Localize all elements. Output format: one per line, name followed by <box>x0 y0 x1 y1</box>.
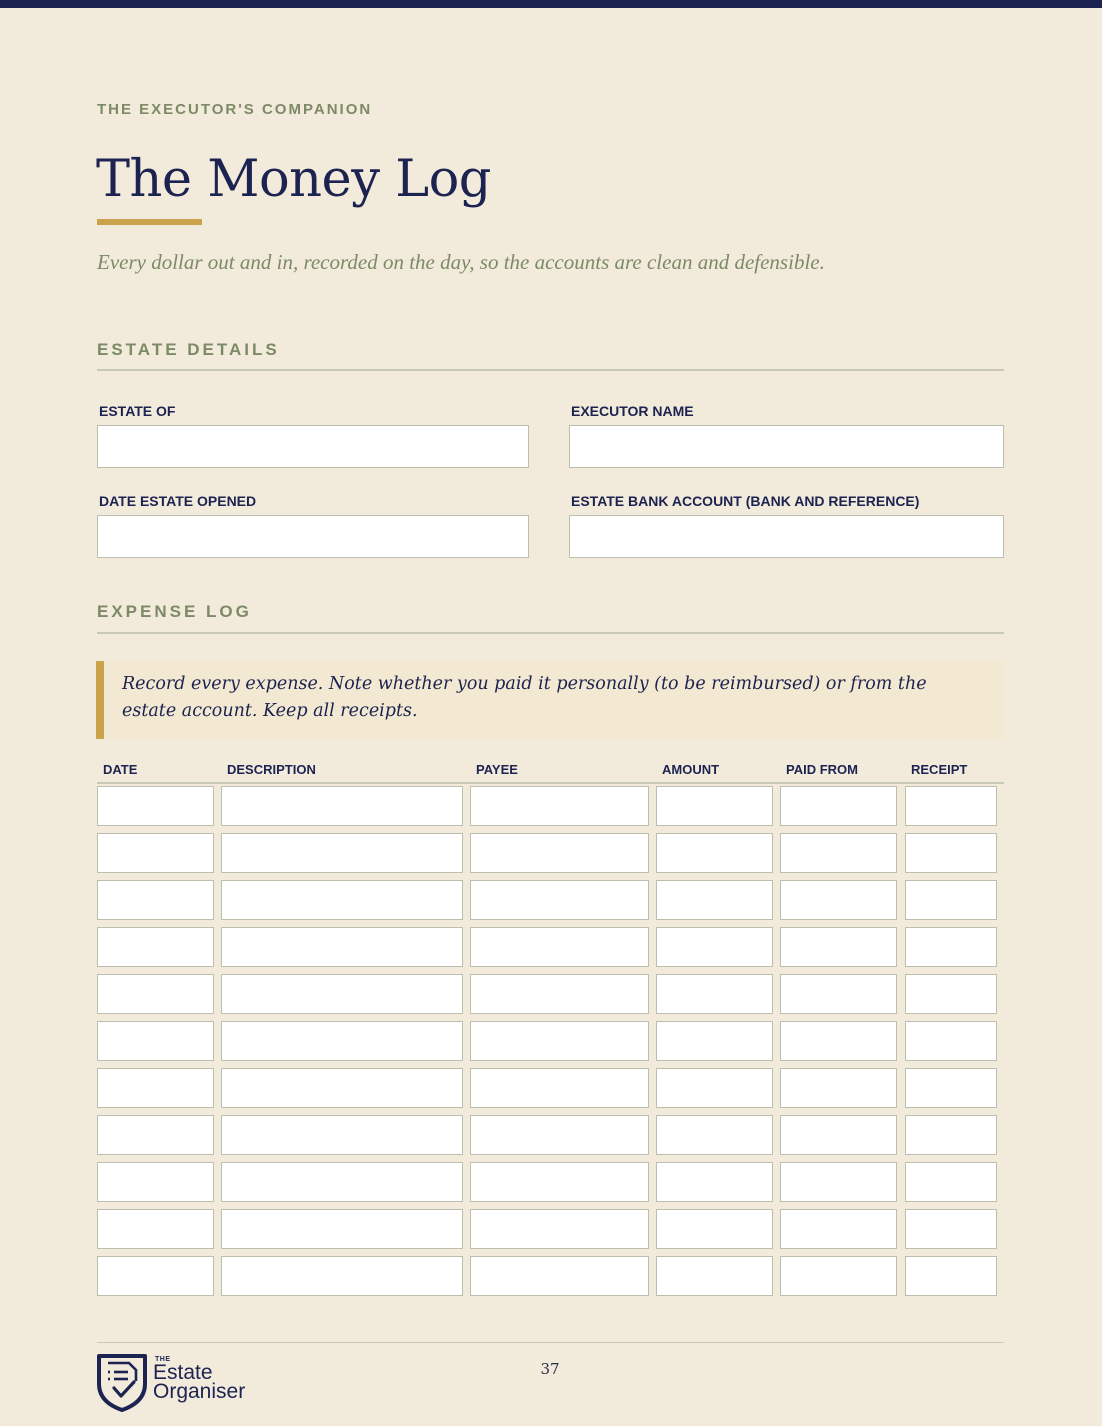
receipt-cell[interactable] <box>905 1115 997 1155</box>
receipt-cell[interactable] <box>905 927 997 967</box>
paid-from-cell[interactable] <box>780 1115 897 1155</box>
date-cell[interactable] <box>97 1021 214 1061</box>
payee-cell[interactable] <box>470 1209 649 1249</box>
shield-icon <box>96 1352 156 1414</box>
table-row <box>0 1162 1102 1202</box>
receipt-cell[interactable] <box>905 786 997 826</box>
payee-cell[interactable] <box>470 833 649 873</box>
description-cell[interactable] <box>221 880 463 920</box>
receipt-cell[interactable] <box>905 1162 997 1202</box>
section-heading-estate-details: ESTATE DETAILS <box>97 340 280 359</box>
date-estate-opened-field[interactable] <box>97 515 529 558</box>
logo-word-organiser: Organiser <box>153 1380 246 1403</box>
date-cell[interactable] <box>97 1256 214 1296</box>
amount-cell[interactable] <box>656 786 773 826</box>
amount-cell[interactable] <box>656 1162 773 1202</box>
table-row <box>0 1209 1102 1249</box>
table-row <box>0 1115 1102 1155</box>
amount-cell[interactable] <box>656 1115 773 1155</box>
page-title: The Money Log <box>96 150 491 209</box>
field-label-date-estate-opened: DATE ESTATE OPENED <box>99 493 257 509</box>
column-header-amount: AMOUNT <box>662 762 720 777</box>
table-header-divider <box>97 782 1004 784</box>
section-heading-expense-log: EXPENSE LOG <box>97 602 252 621</box>
field-label-estate-bank-account: ESTATE BANK ACCOUNT (BANK AND REFERENCE) <box>571 493 920 509</box>
date-cell[interactable] <box>97 974 214 1014</box>
paid-from-cell[interactable] <box>780 880 897 920</box>
payee-cell[interactable] <box>470 1021 649 1061</box>
section-divider <box>97 632 1004 634</box>
estate-bank-account-field[interactable] <box>569 515 1004 558</box>
amount-cell[interactable] <box>656 974 773 1014</box>
paid-from-cell[interactable] <box>780 1256 897 1296</box>
date-cell[interactable] <box>97 1162 214 1202</box>
payee-cell[interactable] <box>470 1115 649 1155</box>
estate-of-field[interactable] <box>97 425 529 468</box>
logo-word-estate: Estate <box>153 1361 213 1384</box>
field-label-executor-name: EXECUTOR NAME <box>571 403 694 419</box>
description-cell[interactable] <box>221 833 463 873</box>
payee-cell[interactable] <box>470 1256 649 1296</box>
table-row <box>0 833 1102 873</box>
column-header-receipt: RECEIPT <box>911 762 968 777</box>
column-header-description: DESCRIPTION <box>227 762 316 777</box>
receipt-cell[interactable] <box>905 1256 997 1296</box>
logo-the: THE <box>155 1356 171 1363</box>
paid-from-cell[interactable] <box>780 1162 897 1202</box>
date-cell[interactable] <box>97 927 214 967</box>
description-cell[interactable] <box>221 786 463 826</box>
table-row <box>0 974 1102 1014</box>
receipt-cell[interactable] <box>905 880 997 920</box>
instruction-text: Record every expense. Note whether you paid it personally (to be reimbursed) or from the estate account. Keep all receipts. <box>122 674 927 721</box>
section-divider <box>97 369 1004 371</box>
payee-cell[interactable] <box>470 974 649 1014</box>
receipt-cell[interactable] <box>905 1021 997 1061</box>
amount-cell[interactable] <box>656 1256 773 1296</box>
paid-from-cell[interactable] <box>780 833 897 873</box>
table-row <box>0 1021 1102 1061</box>
table-row <box>0 880 1102 920</box>
description-cell[interactable] <box>221 974 463 1014</box>
date-cell[interactable] <box>97 1068 214 1108</box>
amount-cell[interactable] <box>656 1068 773 1108</box>
amount-cell[interactable] <box>656 880 773 920</box>
column-header-date: DATE <box>103 762 138 777</box>
payee-cell[interactable] <box>470 880 649 920</box>
footer-divider <box>97 1342 1004 1343</box>
title-underline <box>97 219 202 225</box>
paid-from-cell[interactable] <box>780 1209 897 1249</box>
amount-cell[interactable] <box>656 1021 773 1061</box>
amount-cell[interactable] <box>656 833 773 873</box>
date-cell[interactable] <box>97 786 214 826</box>
description-cell[interactable] <box>221 1256 463 1296</box>
receipt-cell[interactable] <box>905 974 997 1014</box>
estate-organiser-logo <box>96 1352 266 1414</box>
page-number: 37 <box>540 1360 560 1378</box>
payee-cell[interactable] <box>470 1068 649 1108</box>
table-row <box>0 786 1102 826</box>
paid-from-cell[interactable] <box>780 974 897 1014</box>
paid-from-cell[interactable] <box>780 927 897 967</box>
payee-cell[interactable] <box>470 927 649 967</box>
amount-cell[interactable] <box>656 1209 773 1249</box>
amount-cell[interactable] <box>656 927 773 967</box>
date-cell[interactable] <box>97 880 214 920</box>
date-cell[interactable] <box>97 1209 214 1249</box>
top-accent-bar <box>0 0 1102 8</box>
description-cell[interactable] <box>221 1209 463 1249</box>
description-cell[interactable] <box>221 1068 463 1108</box>
paid-from-cell[interactable] <box>780 786 897 826</box>
description-cell[interactable] <box>221 1021 463 1061</box>
column-header-paid-from: PAID FROM <box>786 762 858 777</box>
receipt-cell[interactable] <box>905 833 997 873</box>
column-header-payee: PAYEE <box>476 762 518 777</box>
description-cell[interactable] <box>221 1162 463 1202</box>
table-row <box>0 1068 1102 1108</box>
executor-name-field[interactable] <box>569 425 1004 468</box>
paid-from-cell[interactable] <box>780 1068 897 1108</box>
payee-cell[interactable] <box>470 786 649 826</box>
payee-cell[interactable] <box>470 1162 649 1202</box>
series-eyebrow: THE EXECUTOR'S COMPANION <box>97 101 373 118</box>
paid-from-cell[interactable] <box>780 1021 897 1061</box>
table-row <box>0 1256 1102 1296</box>
date-cell[interactable] <box>97 1115 214 1155</box>
date-cell[interactable] <box>97 833 214 873</box>
page-subtitle: Every dollar out and in, recorded on the day, so the accounts are clean and defensible. <box>97 250 825 274</box>
receipt-cell[interactable] <box>905 1209 997 1249</box>
instruction-callout <box>96 661 1004 739</box>
receipt-cell[interactable] <box>905 1068 997 1108</box>
table-row <box>0 927 1102 967</box>
description-cell[interactable] <box>221 927 463 967</box>
description-cell[interactable] <box>221 1115 463 1155</box>
field-label-estate-of: ESTATE OF <box>99 403 176 419</box>
